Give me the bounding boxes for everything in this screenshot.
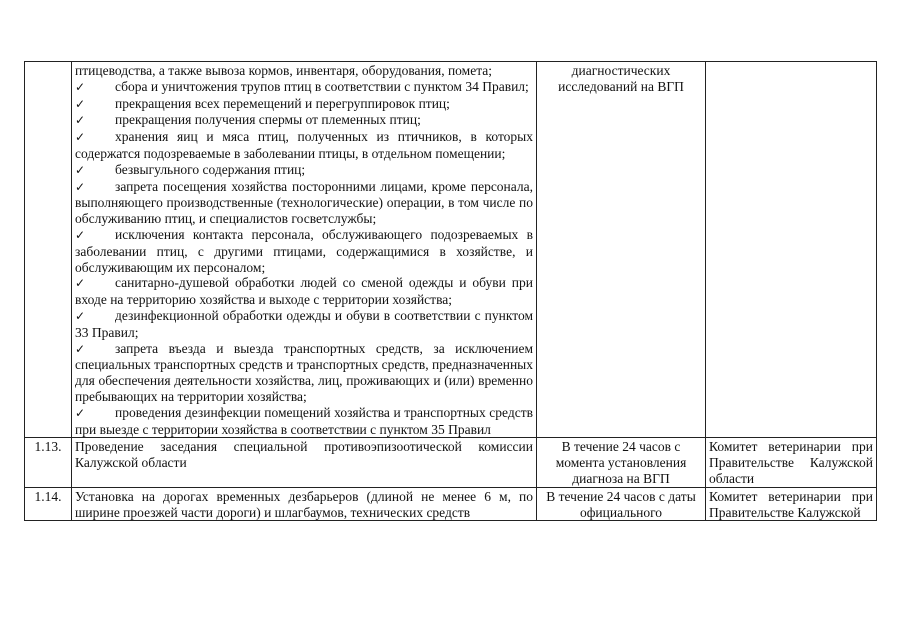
- term-cell: В течение 24 часов с момента установления диагноза на ВГП: [537, 438, 706, 487]
- measures-table: [24, 61, 877, 521]
- measure-intro: птицеводства, а также вывоза кормов, инвентаря, оборудования, помета;: [75, 63, 493, 78]
- checkmark-icon: ✓: [75, 79, 86, 94]
- term-cell: диагностических исследований на ВГП: [537, 62, 706, 438]
- checkmark-icon: ✓: [75, 227, 86, 242]
- row-number-empty: [25, 62, 72, 438]
- checkmark-icon: ✓: [75, 276, 86, 291]
- table-row: [25, 438, 877, 487]
- responsible-cell: Комитет ветеринарии при Правительстве Калужской области: [706, 438, 877, 487]
- checkmark-icon: ✓: [75, 179, 86, 194]
- checkmark-icon: ✓: [75, 308, 86, 323]
- measure-item: ✓ прекращения получения спермы от племенных птиц;: [75, 112, 421, 128]
- table-row: [25, 487, 877, 521]
- measure-item: ✓ сбора и уничтожения трупов птиц в соответствии с пунктом 34 Правил;: [75, 78, 529, 94]
- checkmark-icon: ✓: [75, 96, 86, 111]
- measure-item: ✓ безвыгульного содержания птиц;: [75, 161, 306, 177]
- measure-item: ✓ хранения яиц и мяса птиц, полученных из птичников, в которых содержатся подозреваемые в заболевании птицы, в отдельном помещении;: [75, 129, 533, 161]
- row-number: 1.13.: [25, 438, 72, 487]
- checkmark-icon: ✓: [75, 162, 86, 177]
- row-number: 1.14.: [25, 487, 72, 521]
- measure-item: ✓ санитарно-душевой обработки людей со сменой одежды и обуви при входе на территорию хозяйства и выходе с территории хозяйства;: [75, 275, 533, 308]
- checkmark-icon: ✓: [75, 113, 86, 128]
- responsible-cell: [706, 62, 877, 438]
- measure-text: Проведение заседания специальной противоэпизоотической комиссии Калужской области: [72, 438, 537, 487]
- measures-cell: [72, 62, 537, 438]
- checkmark-icon: ✓: [75, 130, 86, 145]
- measure-item: ✓ прекращения всех перемещений и перегруппировок птиц;: [75, 95, 450, 111]
- measure-item: ✓ дезинфекционной обработки одежды и обуви в соответствии с пунктом 33 Правил;: [75, 307, 533, 340]
- measure-text: Установка на дорогах временных дезбарьеров (длиной не менее 6 м, по ширине проезжей части дороги) и шлагбаумов, технических средств: [72, 487, 537, 521]
- measure-item: ✓ запрета въезда и выезда транспортных средств, за исключением специальных транспортных средств и транспортных средств, предназначенных для обеспечения деятельности хозяйства, лиц, проживающих и (или) временно пребывающих на территории хозяйства;: [75, 340, 533, 404]
- measure-item: ✓ проведения дезинфекции помещений хозяйства и транспортных средств при выезде с территории хозяйства в соответствии с пунктом 35 Правил: [75, 404, 533, 437]
- checkmark-icon: ✓: [75, 405, 86, 420]
- responsible-cell: Комитет ветеринарии при Правительстве Калужской: [706, 487, 877, 521]
- measure-item: ✓ исключения контакта персонала, обслуживающего подозреваемых в заболевании птиц, с другими птицами, содержащимися в хозяйстве, и обслуживающим их персоналом;: [75, 226, 533, 275]
- checkmark-icon: ✓: [75, 341, 86, 356]
- measure-item: ✓ запрета посещения хозяйства посторонними лицами, кроме персонала, выполняющего производственные (технологические) операции, в том числе по обслуживанию птиц, и специалистов госветслужбы;: [75, 178, 533, 227]
- term-cell: В течение 24 часов с даты официального: [537, 487, 706, 521]
- table-row-continuation: [25, 62, 877, 438]
